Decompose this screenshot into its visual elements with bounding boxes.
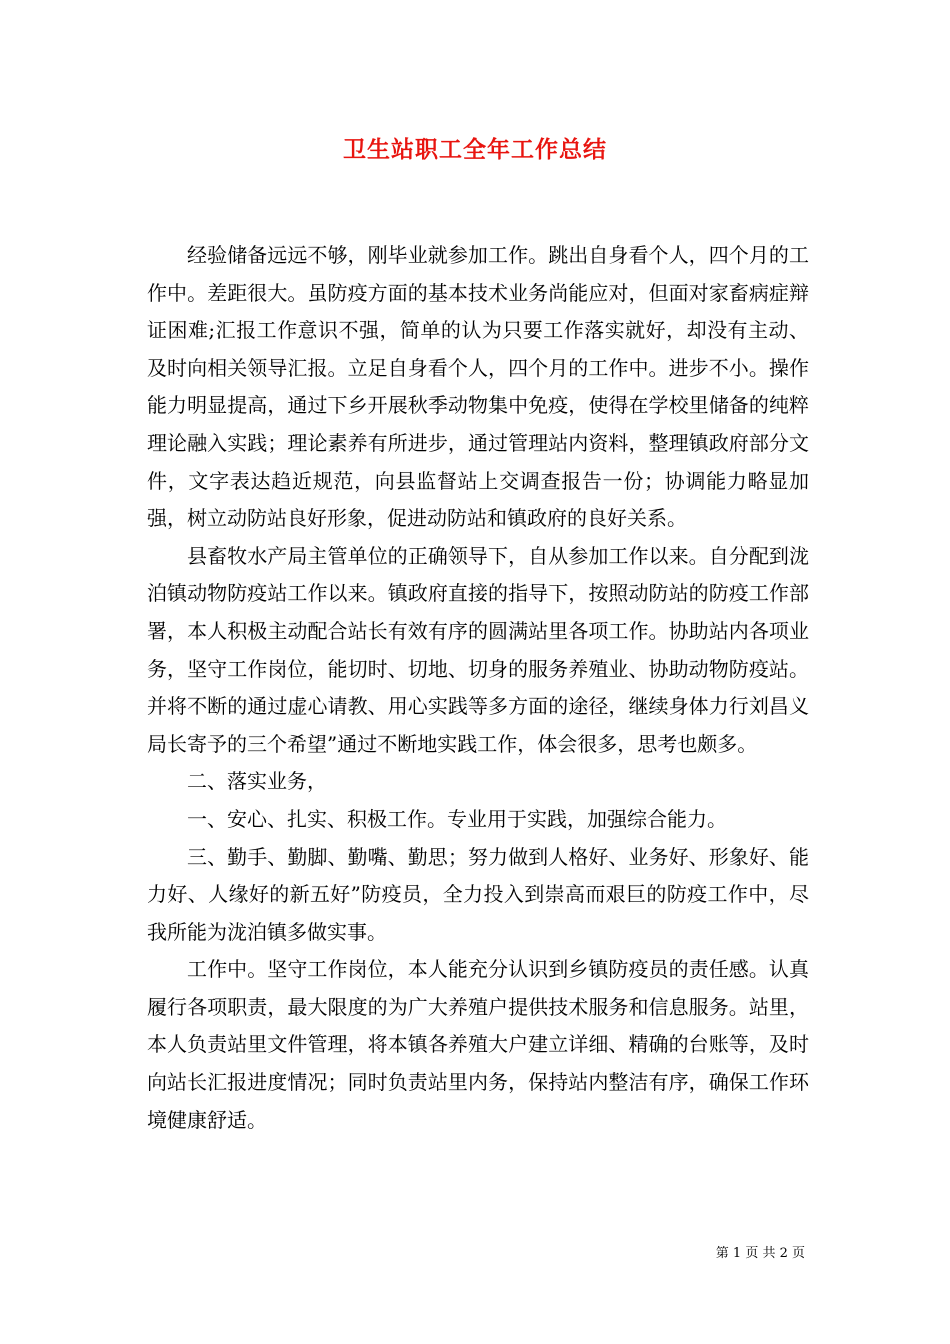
paragraph-3: 二、落实业务，	[187, 769, 327, 794]
paragraph-4: 一、安心、扎实、积极工作。专业用于实践，加强综合能力。	[187, 806, 727, 831]
document-body	[147, 237, 809, 1139]
paragraph-5: 三、勤手、勤脚、勤嘴、勤思；努力做到人格好、业务好、形象好、能力好、人缘好的新五好”防疫员，全力投入到崇高而艰巨的防疫工作中，尽我所能为泷泊镇多做实事。	[147, 844, 809, 944]
paragraph-2: 县畜牧水产局主管单位的正确领导下，自从参加工作以来。自分配到泷泊镇动物防疫站工作以来。镇政府直接的指导下，按照动防站的防疫工作部署，本人积极主动配合站长有效有序的圆满站里各项工作。协助站内各项业务，坚守工作岗位，能切时、切地、切身的服务养殖业、协助动物防疫站。并将不断的通过虚心请教、用心实践等多方面的途径，继续身体力行刘昌义局长寄予的三个希望”通过不断地实践工作，体会很多，思考也颇多。	[147, 543, 809, 756]
document-title: 卫生站职工全年工作总结	[343, 136, 607, 163]
paragraph-6: 工作中。坚守工作岗位，本人能充分认识到乡镇防疫员的责任感。认真履行各项职责，最大限度的为广大养殖户提供技术服务和信息服务。站里，本人负责站里文件管理，将本镇各养殖大户建立详细、精确的台账等，及时向站长汇报进度情况；同时负责站里内务，保持站内整洁有序，确保工作环境健康舒适。	[147, 957, 809, 1132]
paragraph-1: 经验储备远远不够，刚毕业就参加工作。跳出自身看个人，四个月的工作中。差距很大。虽防疫方面的基本技术业务尚能应对，但面对家畜病症辩证困难;汇报工作意识不强，简单的认为只要工作落实就好，却没有主动、及时向相关领导汇报。立足自身看个人，四个月的工作中。进步不小。操作能力明显提高，通过下乡开展秋季动物集中免疫，使得在学校里储备的纯粹理论融入实践；理论素养有所进步，通过管理站内资料，整理镇政府部分文件，文字表达趋近规范，向县监督站上交调查报告一份；协调能力略显加强，树立动防站良好形象，促进动防站和镇政府的良好关系。	[147, 243, 809, 531]
page-number: 第 1 页 共 2 页	[715, 1246, 805, 1261]
